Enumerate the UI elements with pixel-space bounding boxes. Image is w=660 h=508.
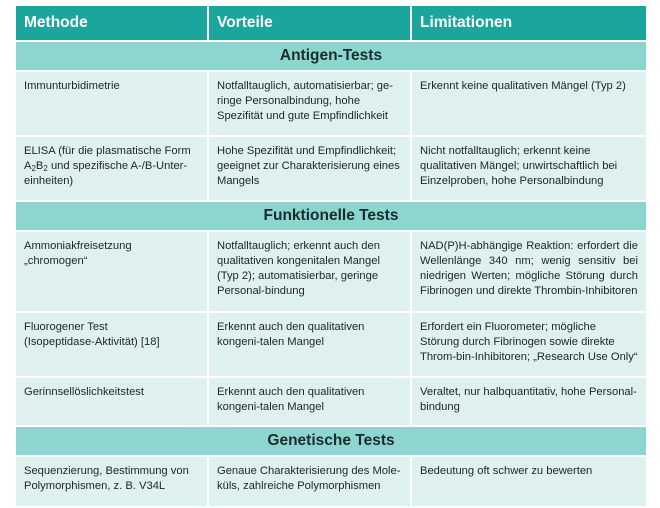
limitations-cell: Bedeutung oft schwer zu bewerten bbox=[411, 456, 646, 507]
section-title-funktionelle-tests: Funktionelle Tests bbox=[16, 201, 646, 231]
methods-table bbox=[16, 6, 646, 508]
table-row bbox=[16, 312, 646, 377]
section-row-funktionell bbox=[16, 201, 646, 231]
table-row bbox=[16, 456, 646, 507]
method-cell bbox=[16, 231, 208, 312]
limitations-cell: Veraltet, nur halbquantitativ, hohe Personal-bindung bbox=[411, 377, 646, 426]
advantages-cell: Erkennt auch den qualitativen kongeni-talen Mangel bbox=[208, 312, 411, 377]
method-text-pre: ELISA (für die plasmatische Form A bbox=[24, 145, 191, 172]
header-limitationen: Limitationen bbox=[411, 6, 646, 41]
table-header-row bbox=[16, 6, 646, 41]
limitations-cell: NAD(P)H-abhängige Reaktion: erfordert die Wellenlänge 340 nm; wenig sensitiv bei niedrigen Werten; mögliche Störung durch Fibrinogen und direkte Thrombin-Inhibitoren bbox=[411, 231, 646, 312]
table-row bbox=[16, 377, 646, 426]
method-text-mid: B bbox=[35, 160, 44, 172]
method-line-2: (Isopeptidase-Aktivität) [18] bbox=[24, 336, 160, 348]
table-row bbox=[16, 136, 646, 201]
method-cell: Sequenzierung, Bestimmung von Polymorphismen, z. B. V34L bbox=[16, 456, 208, 507]
methods-table-container bbox=[16, 6, 646, 508]
subscript-b: 2 bbox=[43, 164, 48, 173]
advantages-cell: Notfalltauglich; erkennt auch den qualitativen kongenitalen Mangel (Typ 2); automatisierbar, geringe Personal-bindung bbox=[208, 231, 411, 312]
table-row bbox=[16, 71, 646, 136]
limitations-cell: Erkennt keine qualitativen Mängel (Typ 2) bbox=[411, 71, 646, 136]
header-vorteile: Vorteile bbox=[208, 6, 411, 41]
limitations-cell: Nicht notfalltauglich; erkennt keine qualitativen Mängel; unwirtschaftlich bei Einzelproben, hohe Personalbindung bbox=[411, 136, 646, 201]
advantages-cell: Erkennt auch den qualitativen kongeni-talen Mangel bbox=[208, 377, 411, 426]
advantages-cell: Notfalltauglich, automatisierbar; ge-ringe Personalbindung, hohe Spezifität und gute Empfindlichkeit bbox=[208, 71, 411, 136]
method-line-2: „chromogen“ bbox=[24, 255, 88, 267]
method-cell bbox=[16, 136, 208, 201]
method-cell: Immunturbidimetrie bbox=[16, 71, 208, 136]
subscript-a: 2 bbox=[31, 164, 36, 173]
section-row-antigen bbox=[16, 41, 646, 71]
advantages-cell: Genaue Charakterisierung des Mole-küls, zahlreiche Polymorphismen bbox=[208, 456, 411, 507]
limitations-cell: Erfordert ein Fluorometer; mögliche Störung durch Fibrinogen sowie direkte Throm-bin-Inhibitoren; „Research Use Only“ bbox=[411, 312, 646, 377]
table-row bbox=[16, 231, 646, 312]
section-row-genetisch bbox=[16, 426, 646, 456]
method-line-1: Fluorogener Test bbox=[24, 321, 108, 333]
advantages-cell: Hohe Spezifität und Empfindlichkeit; geeignet zur Charakterisierung eines Mangels bbox=[208, 136, 411, 201]
header-methode: Methode bbox=[16, 6, 208, 41]
method-cell: Gerinnsellöslichkeitstest bbox=[16, 377, 208, 426]
method-text-post: und spezifische A-/B-Unter-einheiten) bbox=[24, 160, 188, 187]
method-cell bbox=[16, 312, 208, 377]
section-title-genetische-tests: Genetische Tests bbox=[16, 426, 646, 456]
section-title-antigen-tests: Antigen-Tests bbox=[16, 41, 646, 71]
method-line-1: Ammoniakfreisetzung bbox=[24, 240, 132, 252]
